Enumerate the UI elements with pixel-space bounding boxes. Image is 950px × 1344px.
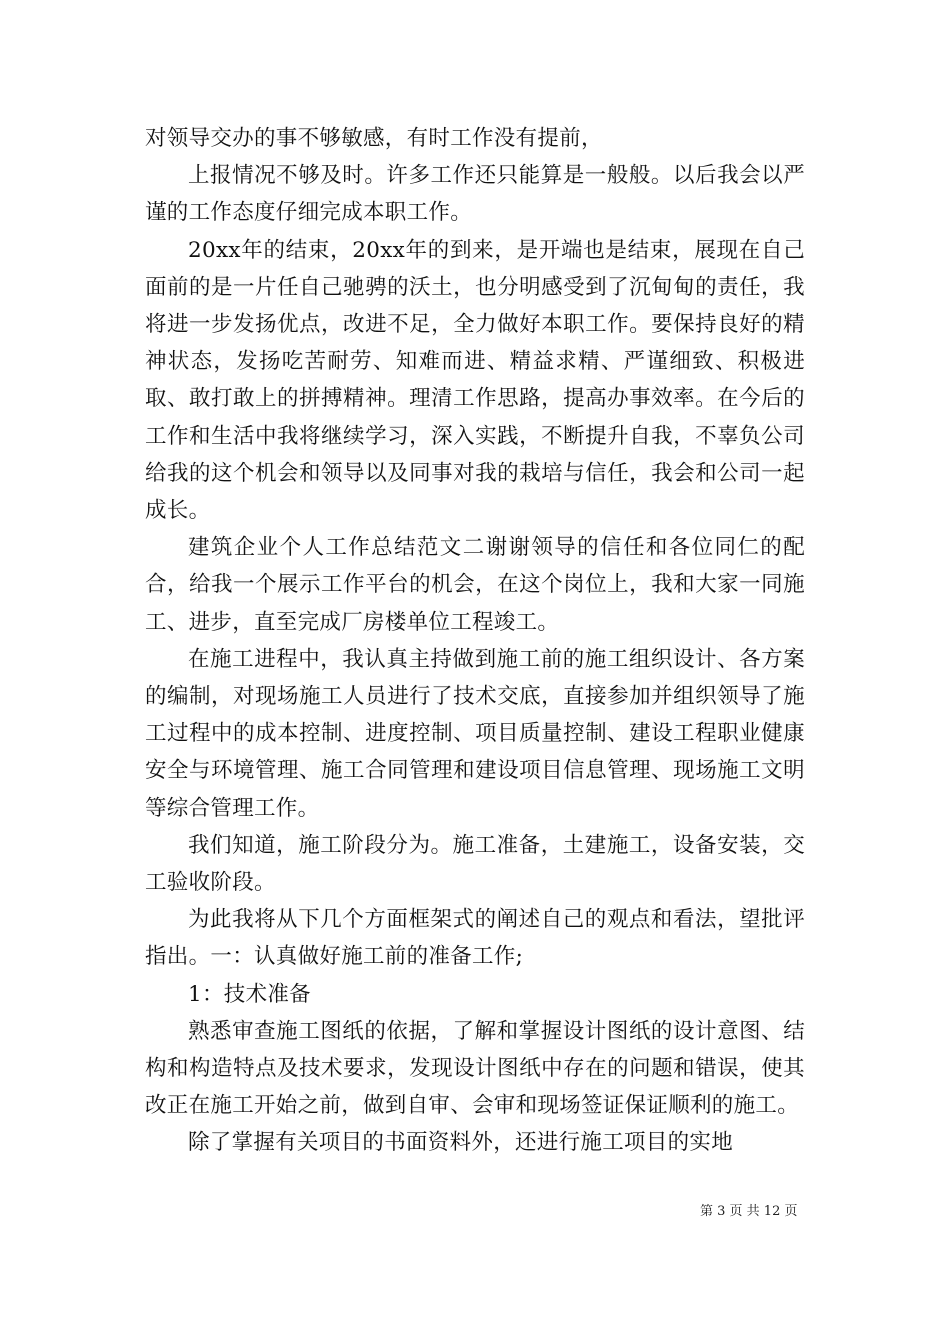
paragraph-2: 上报情况不够及时。许多工作还只能算是一般般。以后我会以严谨的工作态度仔细完成本职工作。	[145, 163, 805, 226]
document-body	[145, 120, 805, 1162]
paragraph-9: 熟悉审查施工图纸的依据，了解和掌握设计图纸的设计意图、结构和构造特点及技术要求，发现设计图纸中存在的问题和错误，使其改正在施工开始之前，做到自审、会审和现场签证保证顺利的施工。	[145, 1018, 805, 1119]
paragraph-7: 为此我将从下几个方面框架式的阐述自己的观点和看法，望批评指出。一：认真做好施工前的准备工作;	[145, 907, 805, 970]
paragraph-5: 在施工进程中，我认真主持做到施工前的施工组织设计、各方案的编制，对现场施工人员进行了技术交底，直接参加并组织领导了施工过程中的成本控制、进度控制、项目质量控制、建设工程职业健康安全与环境管理、施工合同管理和建设项目信息管理、现场施工文明等综合管理工作。	[145, 646, 805, 821]
paragraph-8: 1：技术准备	[188, 981, 311, 1007]
paragraph-3: 20xx年的结束，20xx年的到来，是开端也是结束，展现在自己面前的是一片任自己驰骋的沃土，也分明感受到了沉甸甸的责任，我将进一步发扬优点，改进不足，全力做好本职工作。要保持良好的精神状态，发扬吃苦耐劳、知难而进、精益求精、严谨细致、积极进取、敢打敢上的拼搏精神。理清工作思路，提高办事效率。在今后的工作和生活中我将继续学习，深入实践，不断提升自我，不辜负公司给我的这个机会和领导以及同事对我的栽培与信任，我会和公司一起成长。	[145, 237, 805, 524]
paragraph-6: 我们知道，施工阶段分为。施工准备，土建施工，设备安装，交工验收阶段。	[145, 832, 805, 896]
paragraph-10: 除了掌握有关项目的书面资料外，还进行施工项目的实地	[188, 1130, 734, 1156]
paragraph-4: 建筑企业个人工作总结范文二谢谢领导的信任和各位同仁的配合，给我一个展示工作平台的机会，在这个岗位上，我和大家一同施工、进步，直至完成厂房楼单位工程竣工。	[145, 535, 805, 635]
paragraph-1: 对领导交办的事不够敏感，有时工作没有提前，	[145, 126, 603, 151]
page-number-footer: 第 3 页 共 12 页	[700, 1204, 798, 1219]
